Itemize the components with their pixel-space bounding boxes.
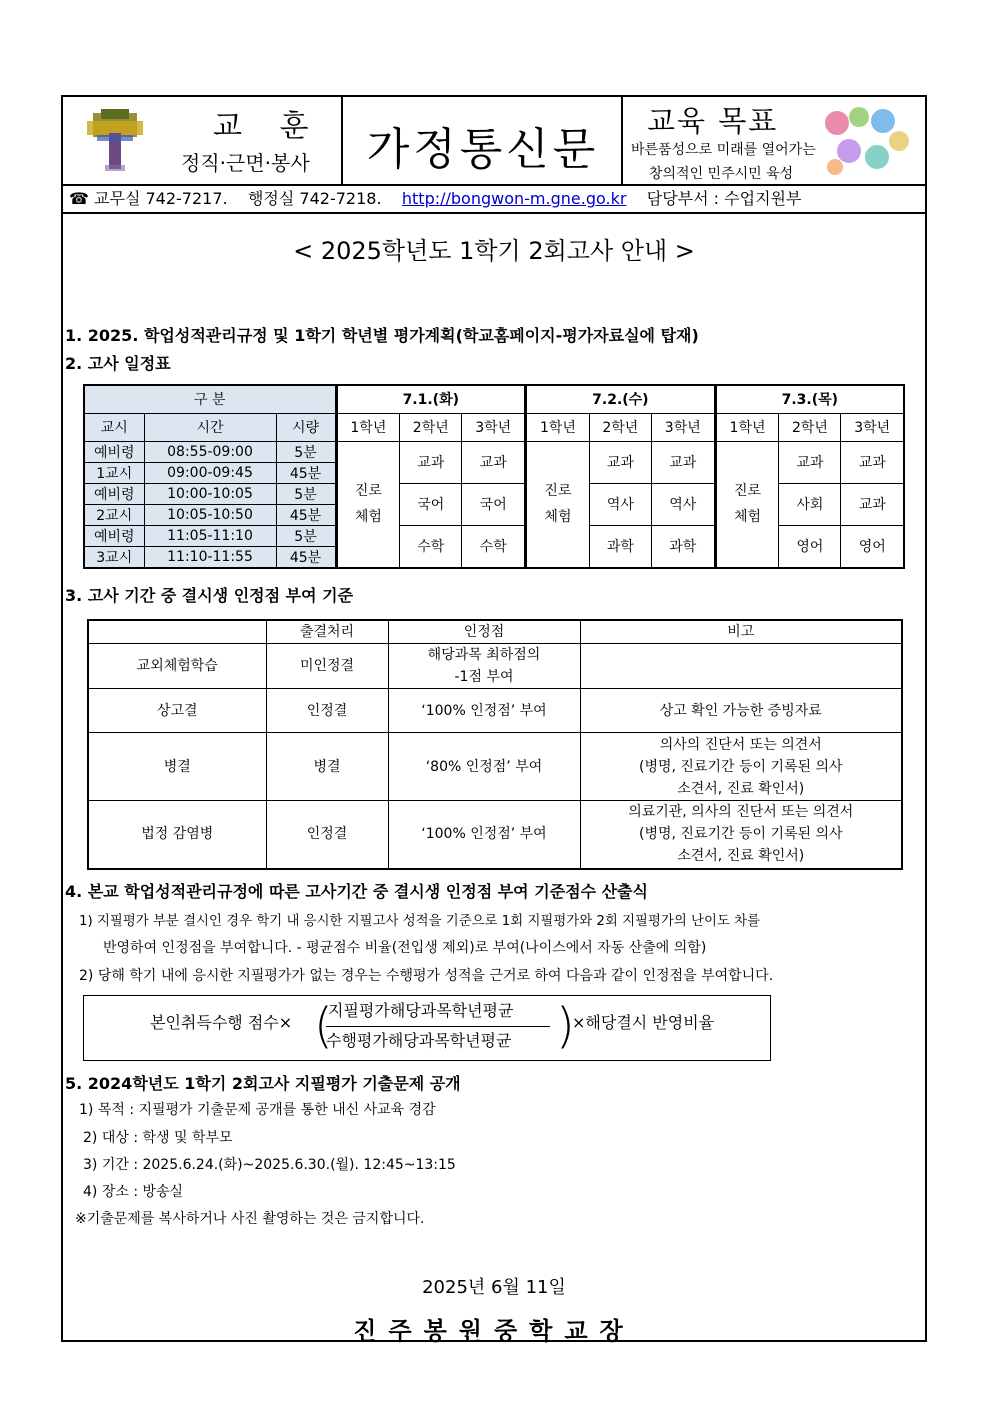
subject-cell: 과학	[589, 525, 651, 568]
grade-header: 2학년	[589, 413, 651, 441]
att-note: 의사의 진단서 또는 의견서 (병명, 진료기간 등이 기록된 의사 소견서, 진료 확인서)	[580, 733, 902, 801]
date-header-2: 7.2.(수)	[526, 385, 716, 413]
principal-signature: 진주봉원중학교장	[353, 1317, 635, 1345]
career-experience-cell: 진로 체험	[336, 441, 400, 568]
grade-header: 2학년	[779, 413, 841, 441]
att-header-score: 인정점	[388, 620, 580, 644]
duration-cell: 5분	[276, 525, 336, 546]
time-cell: 09:00-09:45	[144, 462, 276, 483]
grade-header: 1학년	[715, 413, 779, 441]
contact-bar	[63, 186, 925, 214]
att-handling: 미인정결	[266, 644, 388, 689]
header	[63, 97, 925, 186]
school-emblem-icon	[79, 107, 151, 175]
time-header: 시간	[144, 413, 276, 441]
att-type: 교외체험학습	[88, 644, 266, 689]
section-4-para-1b: 반영하여 인정점을 부여합니다. - 평균점수 비율(전입생 제외)로 부여(나이스에서 자동 산출에 의함)	[103, 940, 707, 956]
time-cell: 08:55-09:00	[144, 441, 276, 462]
goal-line-2: 창의적인 민주시민 육성	[649, 166, 794, 182]
newsletter-frame	[61, 95, 927, 1345]
section-5-item: 2) 대상 : 학생 및 학부모	[83, 1130, 233, 1146]
time-cell: 11:10-11:55	[144, 546, 276, 568]
period-cell: 1교시	[84, 462, 144, 483]
att-note	[580, 644, 902, 689]
section-5-heading: 5. 2024학년도 1학기 2회고사 지필평가 기출문제 공개	[65, 1074, 461, 1093]
absence-credit-table	[87, 619, 903, 870]
grade-header: 3학년	[651, 413, 715, 441]
section-5-note: ※기출문제를 복사하거나 사진 촬영하는 것은 금지합니다.	[75, 1211, 425, 1227]
issue-date: 2025년 6월 11일	[422, 1277, 566, 1298]
date-header-1: 7.1.(화)	[336, 385, 526, 413]
school-website-link[interactable]: http://bongwon-m.gne.go.kr	[401, 189, 627, 208]
att-handling: 인정결	[266, 801, 388, 869]
subject-cell: 교과	[841, 441, 904, 483]
exam-schedule-table	[83, 384, 905, 569]
subject-cell: 교과	[779, 441, 841, 483]
duration-cell: 45분	[276, 546, 336, 568]
document-title: < 2025학년도 1학기 2회고사 안내 >	[293, 237, 695, 265]
duration-header: 시량	[276, 413, 336, 441]
period-cell: 예비령	[84, 525, 144, 546]
section-5-item: 4) 장소 : 방송실	[83, 1184, 184, 1200]
credit-formula	[83, 995, 771, 1061]
subject-cell: 영어	[779, 525, 841, 568]
att-handling: 병결	[266, 733, 388, 801]
motto-text: 정직·근면·봉사	[181, 151, 310, 175]
subject-cell: 교과	[841, 483, 904, 525]
subject-cell: 수학	[462, 525, 526, 568]
school-mascot-icon	[819, 101, 915, 181]
section-1-heading: 1. 2025. 학업성적관리규정 및 1학기 학년별 평가계획(학교홈페이지-평가자료실에 탑재)	[65, 326, 699, 345]
subject-cell: 과학	[651, 525, 715, 568]
subject-cell: 국어	[462, 483, 526, 525]
formula-fraction	[314, 998, 574, 1058]
period-cell: 2교시	[84, 504, 144, 525]
section-4-heading: 4. 본교 학업성적관리규정에 따른 고사기간 중 결시생 인정점 부여 기준점수 산출식	[65, 882, 648, 901]
section-5-item: 1) 목적 : 지필평가 기출문제 공개를 통한 내신 사교육 경감	[79, 1102, 436, 1118]
duration-cell: 5분	[276, 441, 336, 462]
time-cell: 10:00-10:05	[144, 483, 276, 504]
period-cell: 예비령	[84, 483, 144, 504]
att-type: 상고결	[88, 689, 266, 733]
duration-cell: 45분	[276, 504, 336, 525]
att-header-note: 비고	[580, 620, 902, 644]
att-score: 해당과목 최하점의 -1점 부여	[388, 644, 580, 689]
subject-cell: 수학	[400, 525, 462, 568]
motto-title: 교 훈	[213, 109, 323, 144]
phone-icon: ☎	[69, 189, 89, 208]
section-4-para-1a: 1) 지필평가 부분 결시인 경우 학기 내 응시한 지필고사 성적을 기준으로 1회 지필평가와 2회 지필평가의 난이도 차를	[79, 914, 760, 929]
section-4-para-2: 2) 당해 학기 내에 응시한 지필평가가 없는 경우는 수행평가 성적을 근거로 하여 다음과 같이 인정점을 부여합니다.	[79, 968, 774, 984]
office-phone: 교무실 742-7217.	[94, 189, 228, 208]
section-3-heading: 3. 고사 기간 중 결시생 인정점 부여 기준	[65, 586, 354, 605]
section-2-heading: 2. 고사 일정표	[65, 354, 171, 373]
period-cell: 예비령	[84, 441, 144, 462]
grade-header: 1학년	[336, 413, 400, 441]
goal-title: 교육 목표	[647, 104, 779, 138]
time-cell: 11:05-11:10	[144, 525, 276, 546]
subject-cell: 역사	[651, 483, 715, 525]
att-score: ‘100% 인정점’ 부여	[388, 689, 580, 733]
right-paren-icon: )	[556, 998, 575, 1054]
subject-cell: 사회	[779, 483, 841, 525]
subject-cell: 역사	[589, 483, 651, 525]
subject-cell: 교과	[651, 441, 715, 483]
att-note: 의료기관, 의사의 진단서 또는 의견서 (병명, 진료기간 등이 기록된 의사 소견서, 진료 확인서)	[580, 801, 902, 869]
admin-phone: 행정실 742-7218.	[247, 189, 382, 208]
att-note: 상고 확인 가능한 증빙자료	[580, 689, 902, 733]
att-header-handling: 출결처리	[266, 620, 388, 644]
period-header: 교시	[84, 413, 144, 441]
career-experience-cell: 진로 체험	[526, 441, 590, 568]
goal-cell	[623, 97, 925, 184]
department: 담당부서 : 수업지원부	[646, 189, 802, 208]
motto-cell	[63, 97, 343, 184]
formula-left: 본인취득수행 점수×	[150, 1013, 293, 1032]
section-5-item: 3) 기간 : 2025.6.24.(화)~2025.6.30.(월). 12:45~13:15	[83, 1157, 456, 1173]
subject-cell: 교과	[400, 441, 462, 483]
career-experience-cell: 진로 체험	[715, 441, 779, 568]
date-header-3: 7.3.(목)	[715, 385, 904, 413]
division-header: 구 분	[84, 385, 336, 413]
subject-cell: 교과	[589, 441, 651, 483]
time-cell: 10:05-10:50	[144, 504, 276, 525]
subject-cell: 국어	[400, 483, 462, 525]
att-score: ‘80% 인정점’ 부여	[388, 733, 580, 801]
duration-cell: 5분	[276, 483, 336, 504]
att-handling: 인정결	[266, 689, 388, 733]
att-header-blank	[88, 620, 266, 644]
att-score: ‘100% 인정점’ 부여	[388, 801, 580, 869]
grade-header: 2학년	[400, 413, 462, 441]
period-cell: 3교시	[84, 546, 144, 568]
subject-cell: 교과	[462, 441, 526, 483]
att-type: 법정 감염병	[88, 801, 266, 869]
grade-header: 3학년	[841, 413, 904, 441]
goal-line-1: 바른품성으로 미래를 열어가는	[631, 142, 816, 158]
grade-header: 1학년	[526, 413, 590, 441]
left-paren-icon: (	[314, 998, 333, 1054]
formula-denominator: 수행평가해당과목학년평균	[326, 1031, 512, 1050]
duration-cell: 45분	[276, 462, 336, 483]
formula-numerator: 지필평가해당과목학년평균	[328, 1001, 514, 1020]
formula-right: ×해당결시 반영비율	[572, 1013, 715, 1032]
subject-cell: 영어	[841, 525, 904, 568]
att-type: 병결	[88, 733, 266, 801]
grade-header: 3학년	[462, 413, 526, 441]
fraction-bar	[326, 1026, 550, 1027]
newsletter-cell	[343, 97, 623, 184]
newsletter-title: 가정통신문	[366, 124, 600, 175]
